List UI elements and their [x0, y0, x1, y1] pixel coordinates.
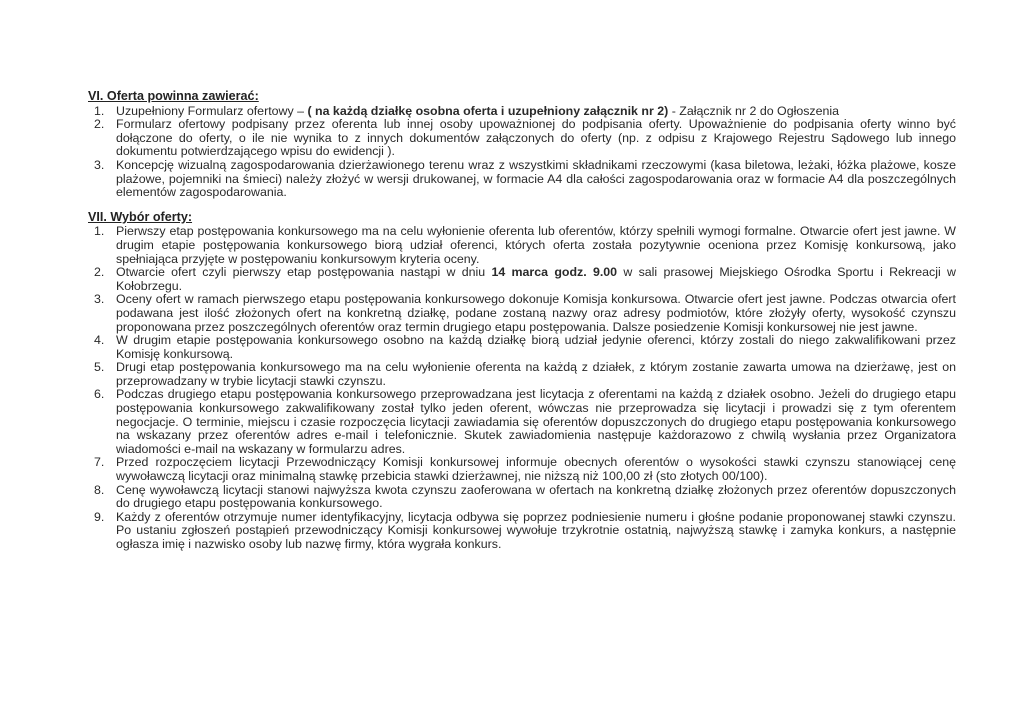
item-text-bold: 14 marca godz. 9.00 — [491, 265, 618, 280]
item-text-bold: ( na każdą działkę osobna oferta i uzupełniony załącznik nr 2) — [307, 103, 669, 118]
item-number: 4. — [94, 333, 105, 348]
list-item — [88, 118, 956, 159]
item-number: 5. — [94, 360, 105, 375]
item-number: 1. — [94, 224, 105, 239]
offer-contents-list — [88, 105, 956, 200]
item-text: Otwarcie ofert czyli pierwszy etap postępowania nastąpi w dniu — [116, 265, 492, 280]
list-item — [88, 334, 956, 361]
item-text: Podczas drugiego etapu postępowania konkursowego przeprowadzana jest licytacja z oferentami na każdą z działek osobno. Jeżeli do drugiego etapu postępowania konkursowego zakwalifikowany został tylko jeden oferent, wówczas nie przeprowadza się licytacji i prowadzi się z tym oferentem negocjacje. O terminie, miejscu i czasie rozpoczęcia licytacji zawiadamia się oferentów dopuszczonych do drugiego etapu postępowania konkursowego na wskazany przez oferentów adres e-mail i telefonicznie. Skutek zawiadomienia następuje każdorazowo z chwilą wysłania przez Organizatora wiadomości e-mail na wskazany w formularzu adres. — [116, 387, 956, 456]
list-item — [88, 293, 956, 334]
item-number: 8. — [94, 482, 105, 497]
list-item — [88, 388, 956, 456]
section-heading: VII. Wybór oferty: — [88, 209, 193, 224]
item-text: Formularz ofertowy podpisany przez oferenta lub innej osoby upoważnionej do podpisania oferty. Upoważnienie do podpisania oferty winno być dołączone do oferty, o ile nie wynika to z innych dokumentów załączonych do oferty (np. z odpisu z Krajowego Rejestru Sądowego lub innego dokumentu potwierdzającego wpisu do ewidencji ). — [116, 117, 956, 159]
offer-selection-list — [88, 225, 956, 551]
item-number: 2. — [94, 117, 105, 132]
list-item — [88, 511, 956, 552]
list-item — [88, 456, 956, 483]
item-text: - Załącznik nr 2 do Ogłoszenia — [668, 103, 840, 118]
list-item — [88, 225, 956, 266]
item-number: 1. — [94, 103, 105, 118]
item-text: w sali prasowej Miejskiego Ośrodka Sportu i Rekreacji w Kołobrzegu. — [116, 265, 956, 293]
item-number: 9. — [94, 509, 105, 524]
list-item — [88, 105, 956, 119]
item-number: 3. — [94, 292, 105, 307]
item-number: 2. — [94, 265, 105, 280]
item-number: 6. — [94, 387, 105, 402]
item-number: 7. — [94, 455, 105, 470]
item-text: W drugim etapie postępowania konkursowego osobno na każdą działkę biorą udział jedynie oferenci, którzy zostali do niego zakwalifikowani przez Komisję konkursową. — [116, 333, 956, 361]
item-text: Każdy z oferentów otrzymuje numer identyfikacyjny, licytacja odbywa się poprzez podniesienie numeru i głośne podanie proponowanej stawki czynszu. Po ustaniu zgłoszeń postąpień przewodniczący Komisji konkursowej wywołuje trzykrotnie ostatnią, najwyższą stawkę i zamyka konkurs, a następnie ogłasza imię i nazwisko osoby lub nazwę firmy, która wygrała konkurs. — [116, 509, 956, 551]
section-offer-contents — [88, 90, 956, 200]
list-item — [88, 159, 956, 200]
list-item — [88, 266, 956, 293]
item-number: 3. — [94, 157, 105, 172]
item-text: Uzupełniony Formularz ofertowy – — [116, 103, 308, 118]
item-text: Koncepcję wizualną zagospodarowania dzierżawionego terenu wraz z wszystkimi składnikami rzeczowymi (kasa biletowa, leżaki, łóżka plażowe, kosze plażowe, pojemniki na śmieci) należy złożyć w wersji drukowanej, w formacie A4 dla całości zagospodarowania oraz w formacie A4 dla poszczególnych elementów zagospodarowania. — [116, 157, 956, 200]
section-heading: VI. Oferta powinna zawierać: — [88, 89, 259, 103]
item-text: Pierwszy etap postępowania konkursowego ma na celu wyłonienie oferenta lub oferentów, którzy spełnili wymogi formalne. Otwarcie ofert jest jawne. W drugim etapie postępowania konkursowego biorą udział oferenci, których oferta została pozytywnie oceniona przez Komisję konkursową, jako spełniająca przyjęte w postępowaniu konkursowym kryteria oceny. — [116, 224, 956, 266]
item-text: Oceny ofert w ramach pierwszego etapu postępowania konkursowego dokonuje Komisja konkursowa. Otwarcie ofert jest jawne. Podczas otwarcia ofert podawana jest ilość złożonych ofert na konkretną działkę, podane zostaną nazwy oraz adresy podmiotów, które złożyły oferty, wysokość czynszu proponowana przez poszczególnych oferentów oraz termin drugiego etapu postępowania. Dalsze posiedzenie Komisji konkursowej nie jest jawne. — [116, 292, 956, 334]
item-text: Drugi etap postępowania konkursowego ma na celu wyłonienie oferenta na każdą z działek, z którym zostanie zawarta umowa na dzierżawę, jest on przeprowadzany w trybie licytacji stawki czynszu. — [116, 360, 956, 388]
list-item — [88, 484, 956, 511]
document-page — [88, 90, 956, 552]
list-item — [88, 361, 956, 388]
item-text: Cenę wywoławczą licytacji stanowi najwyższa kwota czynszu zaoferowana w ofertach na konkretną działkę złożonych przez oferentów dopuszczonych do drugiego etapu postępowania konkursowego. — [116, 482, 956, 511]
item-text: Przed rozpoczęciem licytacji Przewodniczący Komisji konkursowej informuje obecnych oferentów o wysokości stawki czynszu stanowiącej cenę wywoławczą licytacji oraz minimalną stawkę przebicia stawki dzierżawnej, nie niższą niż 100,00 zł (sto złotych 00/100). — [116, 455, 956, 484]
section-offer-selection — [88, 211, 956, 552]
